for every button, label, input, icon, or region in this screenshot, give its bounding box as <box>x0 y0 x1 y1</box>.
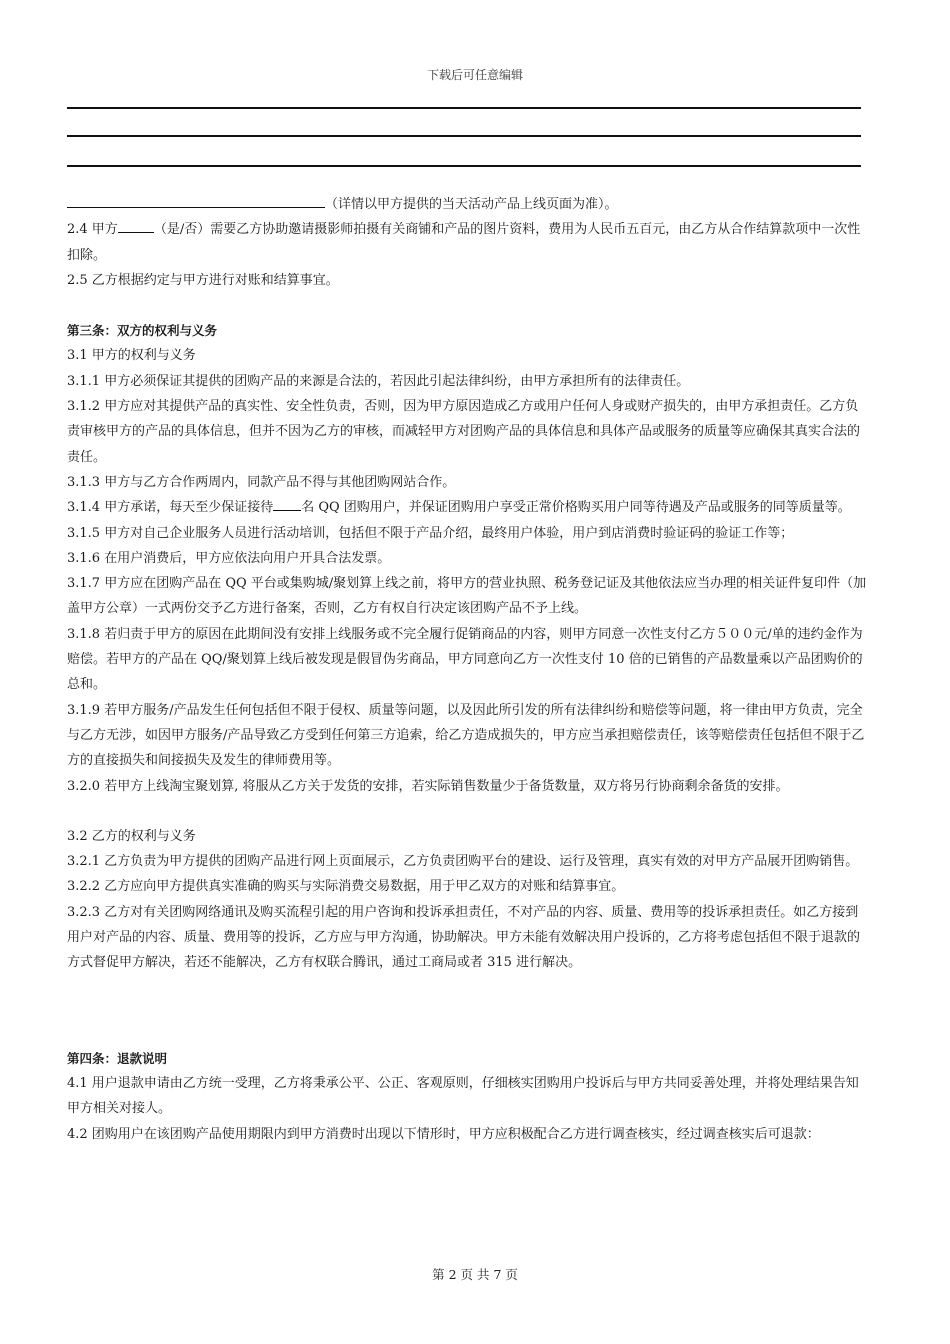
document-body <box>67 192 867 1147</box>
paragraph-2-3-tail: （详情以甲方提供的当天活动产品上线页面为准）。 <box>67 192 867 217</box>
header-rule-3 <box>67 165 861 167</box>
paragraph-3-1-2: 3.1.2 甲方应对其提供产品的真实性、安全性负责，否则，因为甲方原因造成乙方或用户任何人身或财产损失的，由甲方承担责任。乙方负责审核甲方的产品的具体信息，但并不因为乙方的审核，而减轻甲方对团购产品的具体信息和具体产品或服务的质量等应确保其真实合法的责任。 <box>67 399 861 465</box>
paragraph-3-1-4: 3.1.4 甲方承诺，每天至少保证接待 名 QQ 团购用户，并保证团购用户享受正常价格购买用户同等待遇及产品或服务的同等质量等。 <box>67 500 851 516</box>
paragraph-2-5: 2.5 乙方根据约定与甲方进行对账和结算事宜。 <box>67 272 339 288</box>
fill-blank <box>118 220 154 233</box>
section-heading-3: 第三条：双方的权利与义务 <box>67 323 218 339</box>
paragraph-3-2-0: 3.2.0 若甲方上线淘宝聚划算, 将服从乙方关于发货的安排，若实际销售数量少于备货数量，双方将另行协商剩余备货的安排。 <box>67 778 789 794</box>
paragraph-3-1-3: 3.1.3 甲方与乙方合作两周内，同款产品不得与其他团购网站合作。 <box>67 474 456 490</box>
paragraph-3-2-2: 3.2.2 乙方应向甲方提供真实准确的购买与实际消费交易数据，用于甲乙双方的对账和结算事宜。 <box>67 879 625 895</box>
paragraph-3-2: 3.2 乙方的权利与义务 <box>67 828 196 844</box>
paragraph-3-2-3: 3.2.3 乙方对有关团购网络通讯及购买流程引起的用户咨询和投诉承担责任，不对产品的内容、质量、费用等的投诉承担责任。如乙方接到用户对产品的内容、质量、费用等的投诉，乙方应与甲方沟通，协助解决。甲方未能有效解决用户投诉的，乙方将考虑包括但不限于退款的方式督促甲方解决，若还不能解决，乙方有权联合腾讯，通过工商局或者 315 进行解决。 <box>67 904 861 971</box>
paragraph-3-1-6: 3.1.6 在用户消费后，甲方应依法向用户开具合法发票。 <box>67 550 391 566</box>
page-header: 下载后可任意编辑 <box>426 68 523 82</box>
paragraph-3-1-1: 3.1.1 甲方必须保证其提供的团购产品的来源是合法的，若因此引起法律纠纷，由甲方承担所有的法律责任。 <box>67 373 690 389</box>
page-footer: 第 2 页 共 7 页 <box>432 1267 518 1282</box>
paragraph-3-1-7: 3.1.7 甲方应在团购产品在 QQ 平台或集购城/聚划算上线之前，将甲方的营业执照、税务登记证及其他依法应当办理的相关证件复印件（加盖甲方公章）一式两份交予乙方进行备案，否则，乙方有权自行决定该团购产品不予上线。 <box>67 576 867 617</box>
paragraph-4-2: 4.2 团购用户在该团购产品使用期限内到甲方消费时出现以下情形时，甲方应积极配合乙方进行调查核实，经过调查核实后可退款： <box>67 1126 820 1142</box>
header-rule-2 <box>67 135 861 137</box>
paragraph-3-1-9: 3.1.9 若甲方服务/产品发生任何包括但不限于侵权、质量等问题，以及因此所引发的所有法律纠纷和赔偿等问题，将一律由甲方负责，完全与乙方无涉，如因甲方服务/产品导致乙方受到任何第三方追索，给乙方造成损失的，甲方应当承担赔偿责任，该等赔偿责任包括但不限于乙方的直接损失和间接损失及发生的律师费用等。 <box>67 702 865 769</box>
fill-blank <box>273 498 301 511</box>
paragraph-2-4: 2.4 甲方 （是/否）需要乙方协助邀请摄影师拍摄有关商铺和产品的图片资料，费用为人民币五百元，由乙方从合作结算款项中一次性扣除。 <box>67 222 861 263</box>
paragraph-3-1: 3.1 甲方的权利与义务 <box>67 348 196 364</box>
paragraph-3-2-1: 3.2.1 乙方负责为甲方提供的团购产品进行网上页面展示，乙方负责团购平台的建设、运行及管理，真实有效的对甲方产品展开团购销售。 <box>67 854 859 870</box>
fill-blank-line <box>67 195 325 208</box>
paragraph-3-1-8: 3.1.8 若归责于甲方的原因在此期间没有安排上线服务或不完全履行促销商品的内容，则甲方同意一次性支付乙方５００元/单的违约金作为赔偿。若甲方的产品在 QQ/聚划算上线后被发现是假冒伪劣商品，甲方同意向乙方一次性支付 10 倍的已销售的产品数量乘以产品团购价的总和。 <box>67 626 863 693</box>
header-rule-1 <box>67 107 861 109</box>
paragraph-3-1-5: 3.1.5 甲方对自己企业服务人员进行活动培训，包括但不限于产品介绍，最终用户体验，用户到店消费时验证码的验证工作等； <box>67 525 794 541</box>
paragraph-4-1: 4.1 用户退款申请由乙方统一受理，乙方将秉承公平、公正、客观原则，仔细核实团购用户投诉后与甲方共同妥善处理，并将处理结果告知甲方相关对接人。 <box>67 1075 859 1117</box>
section-heading-4: 第四条：退款说明 <box>67 1050 168 1066</box>
